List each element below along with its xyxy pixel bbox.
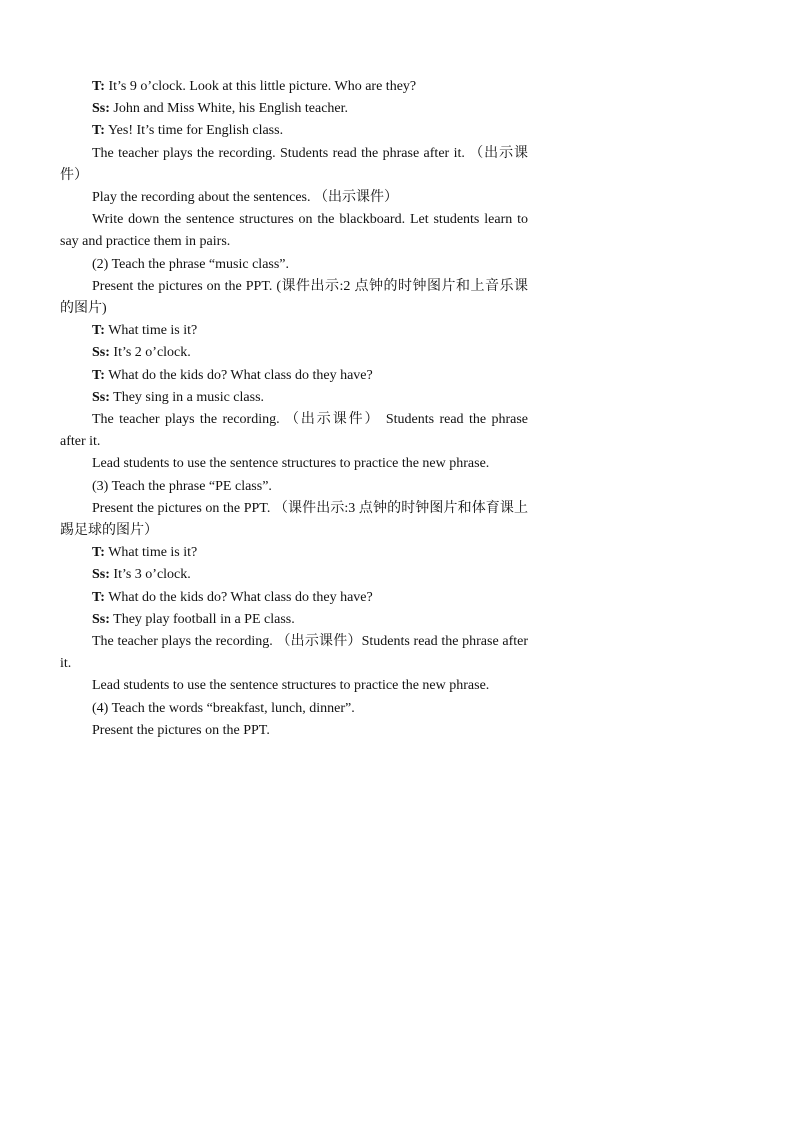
line-text: Present the pictures on the PPT. (课件出示:2 点钟的时钟图片和上音乐课的图片) [60,278,528,317]
line-text: What do the kids do? What class do they have? [104,589,373,605]
speaker-label: Ss: [92,101,110,117]
dialogue-line [60,542,528,564]
speaker-label: T: [92,367,105,383]
line-text: It’s 9 o’clock. Look at this little picture. Who are they? [104,79,417,94]
dialogue-line [60,76,528,98]
line-text: The teacher plays the recording. （出示课件）Students read the phrase after it. [60,634,528,672]
line-text: Present the pictures on the PPT. [92,722,270,738]
line-text: The teacher plays the recording. Students read the phrase after it. （出示课件） [60,145,528,183]
line-text: Play the recording about the sentences. （出示课件） [92,190,398,206]
instruction-paragraph [60,409,528,453]
instruction-paragraph [60,498,528,542]
line-text: They sing in a music class. [109,389,265,405]
instruction-paragraph [60,453,528,475]
line-text: (4) Teach the words “breakfast, lunch, dinner”. [92,700,355,716]
instruction-paragraph [60,187,528,209]
dialogue-line [60,120,528,142]
line-text: Lead students to use the sentence structures to practice the new phrase. [92,678,490,694]
speaker-label: T: [92,589,105,605]
instruction-paragraph [60,631,528,675]
dialogue-line [60,609,528,631]
line-text: It’s 3 o’clock. [109,567,191,583]
speaker-label: T: [92,79,105,94]
section-heading [60,254,528,276]
speaker-label: T: [92,323,105,339]
line-text: What time is it? [104,323,198,339]
line-text: Present the pictures on the PPT. （课件出示:3 点钟的时钟图片和体育课上踢足球的图片） [60,500,528,539]
section-heading [60,698,528,720]
line-text: It’s 2 o’clock. [109,345,191,361]
section-heading [60,476,528,498]
line-text: Lead students to use the sentence structures to practice the new phrase. [92,456,490,472]
speaker-label: T: [92,545,105,561]
line-text: (3) Teach the phrase “PE class”. [92,478,272,494]
dialogue-line [60,564,528,586]
dialogue-line [60,320,528,342]
line-text: (2) Teach the phrase “music class”. [92,256,290,272]
dialogue-line [60,342,528,364]
speaker-label: T: [92,123,105,139]
instruction-paragraph [60,720,528,742]
line-text: What do the kids do? What class do they have? [104,367,373,383]
speaker-label: Ss: [92,345,110,361]
line-text: What time is it? [104,545,198,561]
dialogue-line [60,365,528,387]
dialogue-line [60,98,528,120]
instruction-paragraph [60,276,528,320]
instruction-paragraph [60,675,528,697]
line-text: Write down the sentence structures on the blackboard. Let students learn to say and practice them in pairs. [60,212,528,250]
instruction-paragraph [60,209,528,253]
dialogue-line [60,587,528,609]
line-text: The teacher plays the recording. （出示课件） Students read the phrase after it. [60,412,528,450]
line-text: Yes! It’s time for English class. [104,123,284,139]
speaker-label: Ss: [92,389,110,405]
instruction-paragraph [60,143,528,187]
speaker-label: Ss: [92,567,110,583]
dialogue-line [60,387,528,409]
line-text: John and Miss White, his English teacher. [109,101,349,117]
line-text: They play football in a PE class. [109,611,295,627]
speaker-label: Ss: [92,611,110,627]
lesson-text [60,76,528,742]
